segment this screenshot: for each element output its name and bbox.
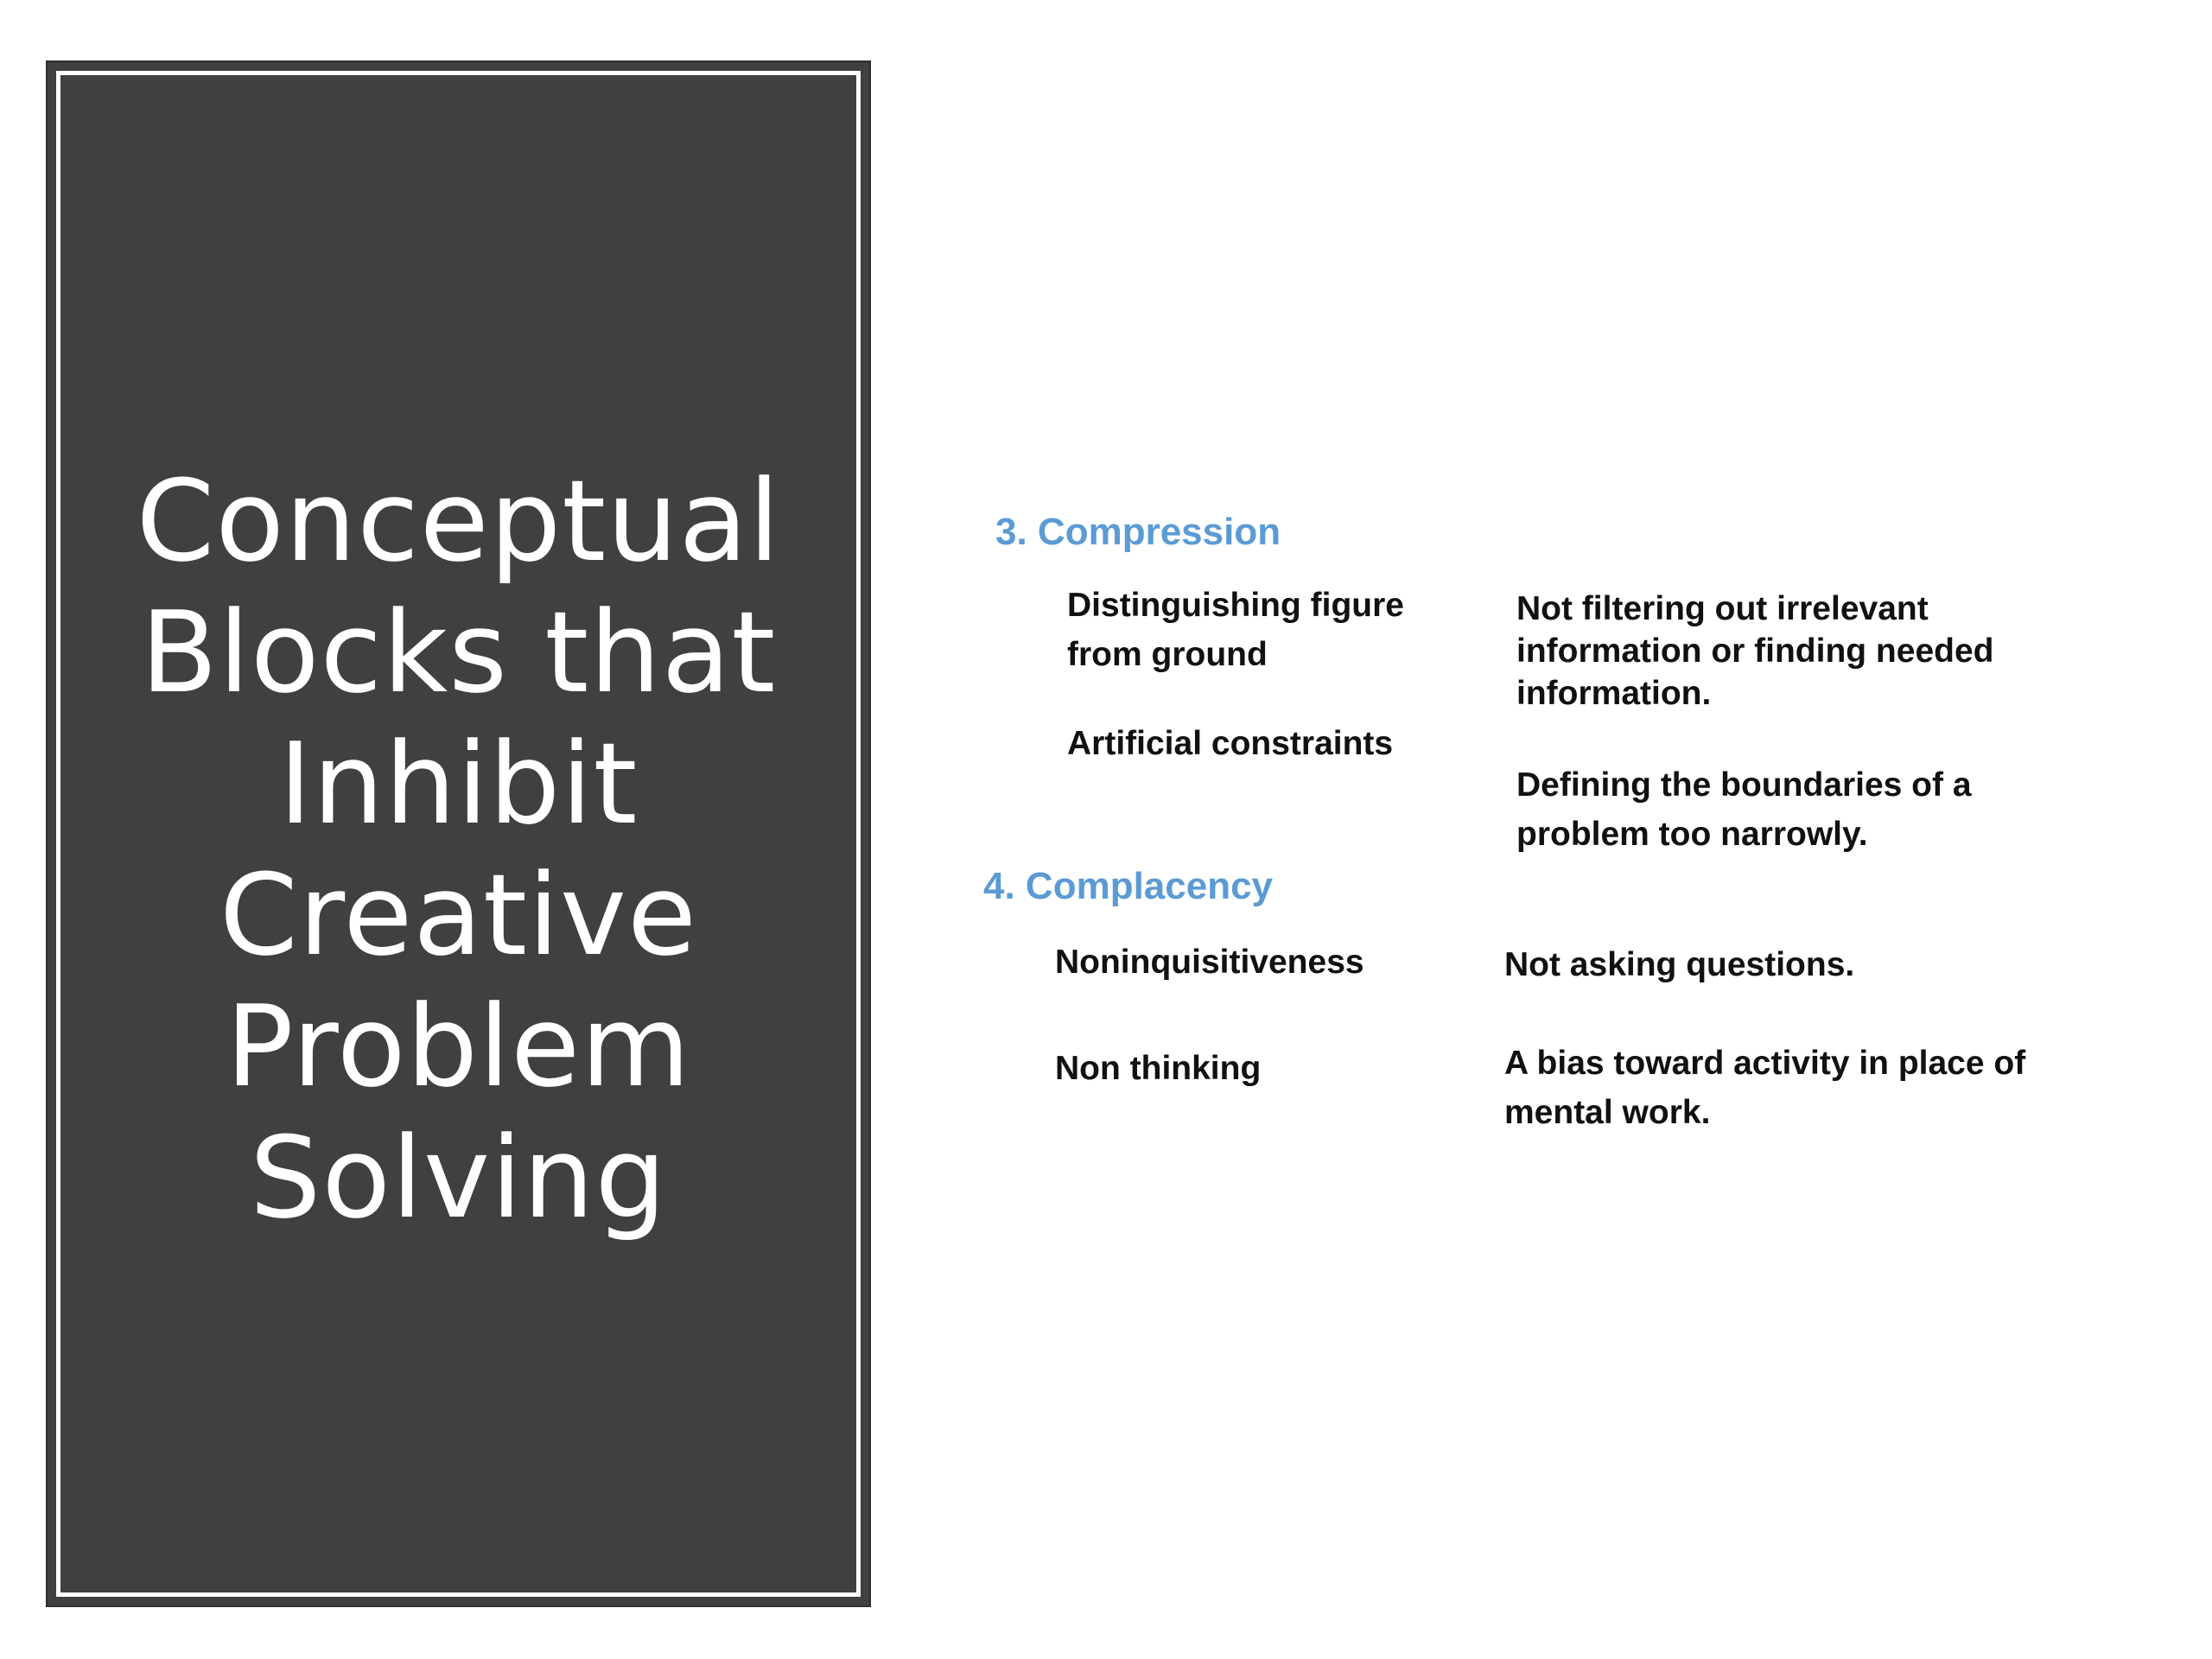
title-line: Creative: [219, 849, 697, 981]
section-heading-compression: 3. Compression: [995, 511, 1281, 553]
term-non-thinking: Non thinking: [1055, 1050, 1262, 1087]
title-line: Inhibit: [278, 718, 639, 849]
desc-noninquisitiveness: Not asking questions.: [1504, 946, 1855, 983]
desc-non-thinking: A bias toward activity in place of mental work.: [1504, 1045, 2026, 1131]
desc-artificial-constraints: Defining the boundaries of a problem too narrowly.: [1516, 766, 1972, 853]
title-line: Solving: [249, 1112, 668, 1243]
title-line: Conceptual: [136, 455, 781, 587]
title-line: Problem: [226, 981, 691, 1112]
title-line: Blocks that: [140, 587, 777, 718]
term-artificial-constraints: Artificial constraints: [1067, 725, 1394, 762]
term-noninquisitiveness: Noninquisitiveness: [1055, 944, 1364, 981]
desc-figure-ground: Not filtering out irrelevant information or finding needed information.: [1516, 590, 1994, 712]
term-figure-ground: Distinguishing figure from ground: [1067, 587, 1404, 673]
section-heading-complacency: 4. Complacency: [983, 865, 1274, 907]
